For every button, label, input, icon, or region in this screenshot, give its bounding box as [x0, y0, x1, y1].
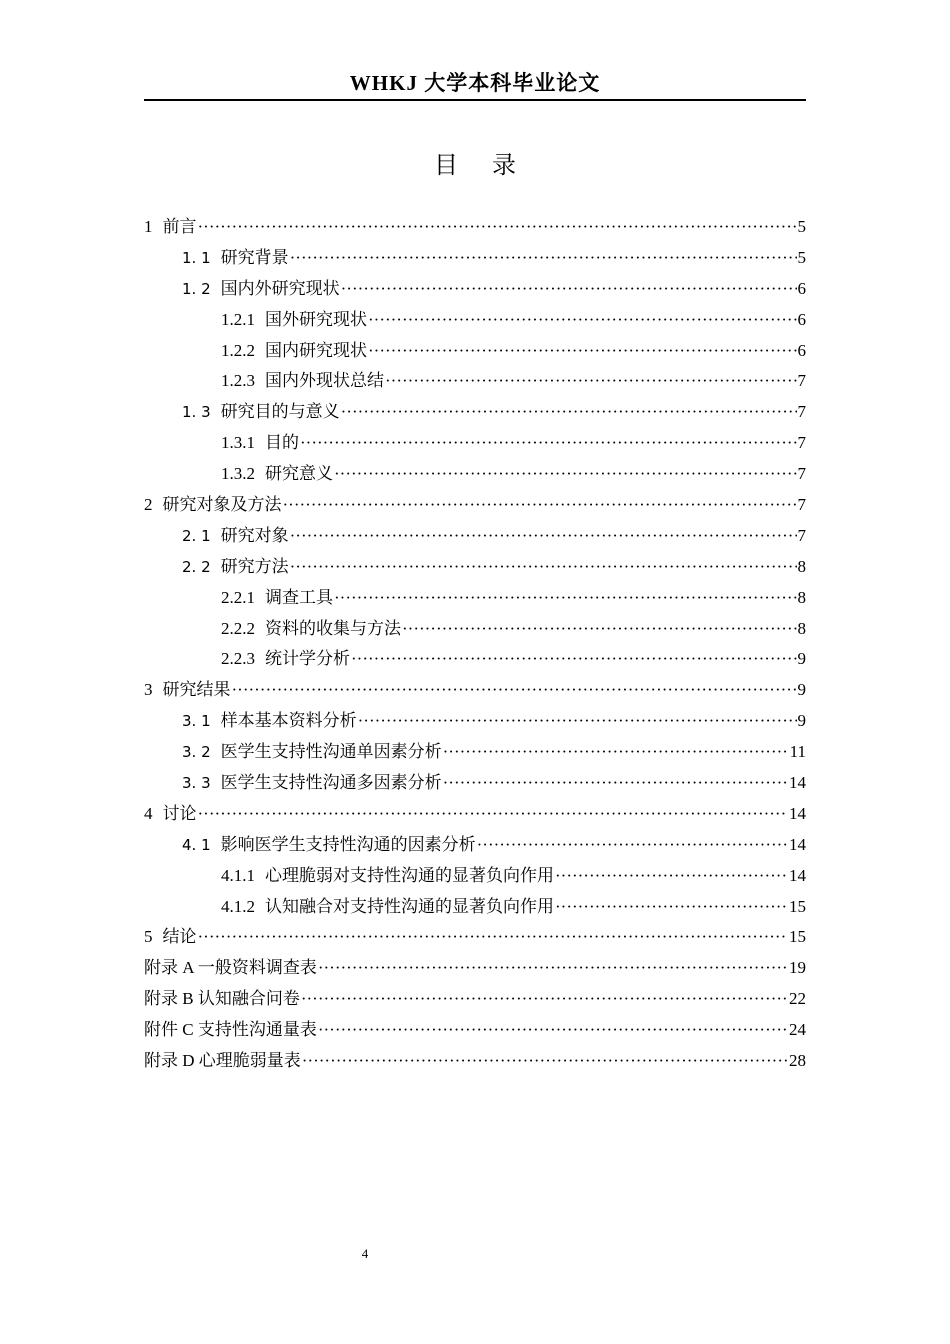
- toc-dot-leader: [334, 583, 797, 614]
- toc-dot-leader: [198, 212, 797, 243]
- toc-entry-page: 6: [797, 278, 806, 298]
- toc-entry[interactable]: [144, 490, 806, 521]
- toc-entry-number: 3. 1: [182, 712, 211, 731]
- toc-entry-label: 前言: [162, 217, 197, 236]
- toc-entry-label: 研究对象: [220, 525, 289, 545]
- toc-entry[interactable]: [144, 366, 806, 397]
- toc-dot-leader: [351, 644, 797, 675]
- toc-entry-label: 附件 C 支持性沟通量表: [144, 1020, 317, 1040]
- toc-entry-number: 4: [144, 803, 153, 823]
- toc-dot-leader: [302, 1046, 788, 1077]
- table-of-contents: [144, 212, 806, 1077]
- toc-entry-page: 7: [797, 525, 806, 545]
- toc-entry-label: 附录 D 心理脆弱量表: [144, 1051, 301, 1071]
- toc-dot-leader: [198, 922, 789, 953]
- toc-entry[interactable]: [144, 675, 806, 706]
- toc-entry-page: 7: [797, 402, 806, 422]
- toc-entry[interactable]: [144, 212, 806, 243]
- toc-dot-leader: [341, 274, 797, 305]
- toc-entry-label: 结论: [162, 927, 197, 947]
- toc-entry-page: 28: [789, 1051, 806, 1071]
- toc-dot-leader: [318, 953, 788, 984]
- toc-entry-number: 4.1.2: [221, 896, 255, 916]
- running-header-title: WHKJ 大学本科毕业论文: [349, 71, 601, 95]
- toc-entry-label: 国内外现状总结: [265, 371, 384, 391]
- toc-dot-leader: [334, 459, 797, 490]
- toc-dot-leader: [402, 614, 797, 645]
- toc-entry-label: 国内外研究现状: [220, 278, 340, 298]
- toc-dot-leader: [290, 243, 797, 274]
- toc-entry[interactable]: [144, 861, 806, 892]
- toc-entry-page: 8: [797, 556, 806, 576]
- toc-entry-label: 国外研究现状: [265, 309, 367, 329]
- toc-entry-number: 2.2.2: [221, 618, 255, 638]
- toc-entry[interactable]: [144, 459, 806, 490]
- toc-entry[interactable]: [144, 1015, 806, 1046]
- toc-entry-label: 附录 B 认知融合问卷: [144, 989, 300, 1009]
- toc-entry-number: 1.3.2: [221, 464, 255, 484]
- toc-entry-label: 研究意义: [265, 464, 333, 484]
- toc-dot-leader: [477, 830, 788, 861]
- toc-entry-number: 2. 1: [182, 526, 211, 545]
- toc-entry[interactable]: [144, 799, 806, 830]
- toc-entry-label: 研究结果: [162, 680, 231, 700]
- toc-entry-number: 2. 2: [182, 557, 211, 576]
- toc-entry-number: 1. 3: [182, 403, 211, 422]
- toc-entry[interactable]: [144, 552, 806, 583]
- toc-entry[interactable]: [144, 614, 806, 645]
- toc-entry-page: 8: [797, 618, 806, 638]
- toc-dot-leader: [443, 768, 788, 799]
- toc-entry-number: 1.2.2: [221, 340, 255, 360]
- toc-dot-leader: [341, 397, 797, 428]
- toc-dot-leader: [318, 1015, 788, 1046]
- toc-entry-label: 研究对象及方法: [162, 495, 282, 515]
- page-number: 4: [361, 1246, 369, 1261]
- toc-entry-page: 7: [797, 495, 806, 515]
- toc-entry-page: 14: [789, 773, 806, 793]
- toc-entry-number: 1. 2: [182, 279, 211, 298]
- toc-entry-page: 5: [797, 217, 806, 236]
- toc-entry-page: 22: [789, 989, 806, 1009]
- toc-entry[interactable]: [144, 1046, 806, 1077]
- toc-entry-label: 调查工具: [265, 587, 333, 607]
- toc-entry[interactable]: [144, 922, 806, 953]
- toc-entry-number: 4.1.1: [221, 865, 255, 885]
- toc-entry-label: 医学生支持性沟通单因素分析: [220, 742, 442, 762]
- toc-entry-page: 9: [797, 680, 806, 700]
- toc-entry-page: 7: [797, 371, 806, 391]
- header-rule: [144, 99, 806, 101]
- toc-entry-number: 1: [144, 217, 153, 236]
- toc-entry-label: 讨论: [162, 803, 197, 823]
- toc-entry[interactable]: [144, 892, 806, 923]
- toc-entry-label: 样本基本资料分析: [220, 711, 357, 731]
- toc-dot-leader: [443, 737, 789, 768]
- toc-entry-label: 附录 A 一般资料调查表: [144, 958, 317, 978]
- toc-entry-page: 9: [797, 649, 806, 669]
- toc-entry[interactable]: [144, 830, 806, 861]
- toc-entry[interactable]: [144, 305, 806, 336]
- toc-entry-label: 心理脆弱对支持性沟通的显著负向作用: [265, 865, 554, 885]
- toc-dot-leader: [232, 675, 797, 706]
- toc-entry-label: 统计学分析: [265, 649, 350, 669]
- toc-entry[interactable]: [144, 737, 806, 768]
- toc-entry-page: 8: [797, 587, 806, 607]
- toc-entry-label: 研究目的与意义: [220, 402, 340, 422]
- toc-dot-leader: [368, 305, 797, 336]
- toc-dot-leader: [368, 336, 797, 367]
- toc-entry-label: 研究方法: [220, 556, 289, 576]
- toc-entry[interactable]: [144, 274, 806, 305]
- toc-entry-page: 5: [797, 247, 806, 267]
- toc-entry-page: 24: [789, 1020, 806, 1040]
- toc-entry-number: 2.2.3: [221, 649, 255, 669]
- toc-entry[interactable]: [144, 397, 806, 428]
- toc-entry[interactable]: [144, 984, 806, 1015]
- toc-entry[interactable]: [144, 768, 806, 799]
- toc-entry-page: 14: [789, 865, 806, 885]
- toc-dot-leader: [290, 521, 797, 552]
- toc-dot-leader: [385, 366, 797, 397]
- toc-entry-page: 14: [789, 834, 806, 854]
- toc-entry-page: 14: [789, 803, 806, 823]
- toc-dot-leader: [198, 799, 789, 830]
- toc-entry-page: 15: [789, 896, 806, 916]
- toc-entry-label: 影响医学生支持性沟通的因素分析: [220, 834, 476, 854]
- toc-entry-number: 3. 3: [182, 774, 211, 793]
- toc-entry-page: 7: [797, 464, 806, 484]
- toc-dot-leader: [555, 861, 788, 892]
- toc-entry-number: 1.2.3: [221, 371, 255, 391]
- toc-entry-number: 1.3.1: [221, 433, 255, 453]
- toc-entry-number: 1. 1: [182, 248, 211, 267]
- toc-entry-page: 15: [789, 927, 806, 947]
- toc-dot-leader: [301, 984, 788, 1015]
- toc-entry[interactable]: [144, 521, 806, 552]
- toc-dot-leader: [555, 892, 788, 923]
- toc-dot-leader: [358, 706, 797, 737]
- toc-entry[interactable]: [144, 644, 806, 675]
- toc-entry-number: 1.2.1: [221, 309, 255, 329]
- toc-entry[interactable]: [144, 243, 806, 274]
- toc-entry-page: 11: [789, 742, 806, 762]
- toc-entry-label: 国内研究现状: [265, 340, 367, 360]
- toc-entry-page: 19: [789, 958, 806, 978]
- toc-entry[interactable]: [144, 953, 806, 984]
- toc-entry-page: 6: [797, 309, 806, 329]
- toc-entry-number: 2: [144, 495, 153, 515]
- toc-entry[interactable]: [144, 706, 806, 737]
- toc-entry-page: 6: [797, 340, 806, 360]
- toc-entry[interactable]: [144, 336, 806, 367]
- toc-entry-number: 5: [144, 927, 153, 947]
- toc-entry-label: 认知融合对支持性沟通的显著负向作用: [265, 896, 554, 916]
- toc-entry-label: 研究背景: [220, 247, 289, 267]
- toc-entry-label: 医学生支持性沟通多因素分析: [220, 773, 442, 793]
- toc-entry-number: 4. 1: [182, 835, 211, 854]
- toc-title: 目 录: [434, 153, 530, 179]
- toc-entry-page: 9: [797, 711, 806, 731]
- toc-entry-number: 3. 2: [182, 743, 211, 762]
- toc-dot-leader: [290, 552, 797, 583]
- toc-dot-leader: [300, 428, 797, 459]
- toc-entry-page: 7: [797, 433, 806, 453]
- toc-entry-number: 2.2.1: [221, 587, 255, 607]
- toc-entry[interactable]: [144, 428, 806, 459]
- toc-dot-leader: [283, 490, 797, 521]
- toc-entry-number: 3: [144, 680, 153, 700]
- toc-entry[interactable]: [144, 583, 806, 614]
- toc-entry-label: 目的: [265, 433, 299, 453]
- toc-entry-label: 资料的收集与方法: [265, 618, 401, 638]
